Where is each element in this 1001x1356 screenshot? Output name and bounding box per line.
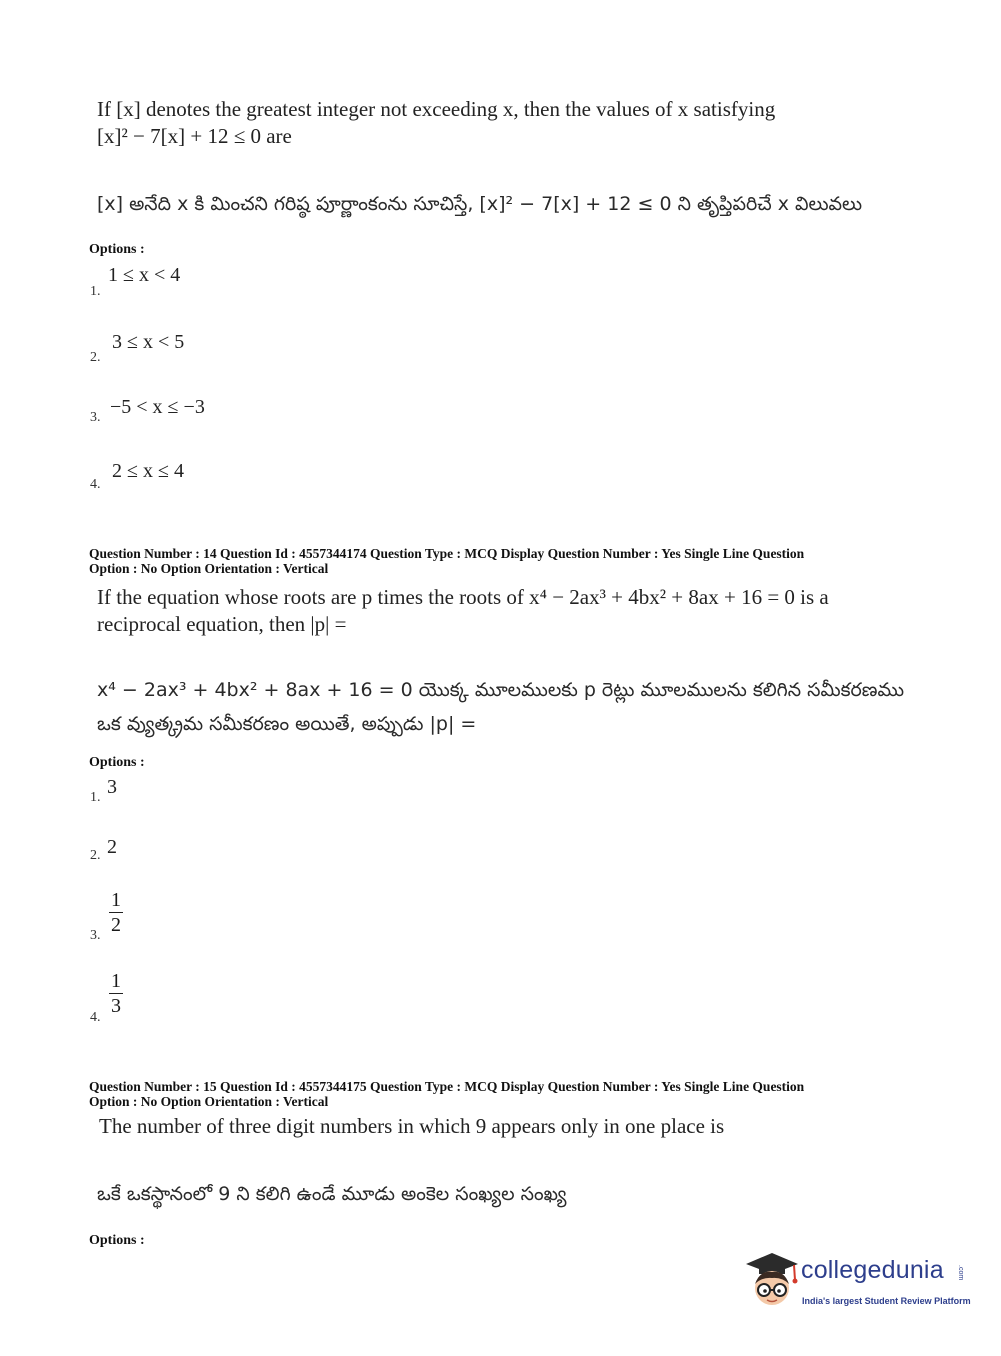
q14-option-3-denominator: 2 xyxy=(111,914,121,936)
q15-text-te: ఒకే ఒకస్థానంలో 9 ని కలిగి ఉండే మూడు అంకెల సంఖ్యల సంఖ్య xyxy=(97,1183,567,1205)
q14-option-3-number: 3. xyxy=(90,928,101,943)
q14-option-2-number: 2. xyxy=(90,848,101,863)
q14-option-3-fraction[interactable] xyxy=(109,889,123,936)
q15-meta-line1: Question Number : 15 Question Id : 4557344175 Question Type : MCQ Display Question Number : Yes Single Line Question xyxy=(89,1079,805,1094)
q13-option-3-value[interactable]: −5 < x ≤ −3 xyxy=(110,396,205,418)
q13-options-label: Options : xyxy=(89,242,145,257)
q14-meta xyxy=(89,546,889,576)
q14-option-3-numerator: 1 xyxy=(111,889,121,911)
q14-option-4-numerator: 1 xyxy=(111,970,121,992)
student-mascot-icon xyxy=(742,1250,800,1310)
q13-text-te: [x] అనేది x కి మించని గరిష్ఠ పూర్ణాంకంను సూచిస్తే, [x]² − 7[x] + 12 ≤ 0 ని తృప్తిపరిచే x విలువలు xyxy=(97,193,863,215)
q13-option-2-number: 2. xyxy=(90,350,101,365)
q14-option-4-denominator: 3 xyxy=(111,995,121,1017)
q14-option-1-number: 1. xyxy=(90,790,101,805)
q13-option-1-number: 1. xyxy=(90,284,101,299)
q13-option-3-number: 3. xyxy=(90,410,101,425)
q13-option-4-number: 4. xyxy=(90,477,101,492)
q13-option-2-value[interactable]: 3 ≤ x < 5 xyxy=(112,331,185,353)
q14-option-1-value[interactable]: 3 xyxy=(107,776,117,798)
q14-text-te-line1: x⁴ − 2ax³ + 4bx² + 8ax + 16 = 0 యొక్క మూలములకు p రెట్లు మూలములను కలిగిన సమీకరణము xyxy=(97,679,905,701)
q14-option-2-value[interactable]: 2 xyxy=(107,836,117,858)
q15-text-en: The number of three digit numbers in which 9 appears only in one place is xyxy=(99,1114,725,1138)
q15-meta xyxy=(89,1079,889,1109)
q14-options-label: Options : xyxy=(89,755,145,770)
q14-meta-line1: Question Number : 14 Question Id : 4557344174 Question Type : MCQ Display Question Number : Yes Single Line Question xyxy=(89,546,805,561)
logo-com-suffix: .com xyxy=(957,1265,964,1281)
q14-text-en-line1: If the equation whose roots are p times the roots of x⁴ − 2ax³ + 4bx² + 8ax + 16 = 0 is a xyxy=(97,585,829,609)
fraction-bar xyxy=(109,912,123,913)
q13-text-en-line2: [x]² − 7[x] + 12 ≤ 0 are xyxy=(97,124,292,148)
logo-tagline: India's largest Student Review Platform xyxy=(802,1296,971,1306)
q13-option-1-value[interactable]: 1 ≤ x < 4 xyxy=(108,264,181,286)
q15-options-label: Options : xyxy=(89,1233,145,1248)
fraction-bar xyxy=(109,993,123,994)
q13-text-en-line1: If [x] denotes the greatest integer not exceeding x, then the values of x satisfying xyxy=(97,97,776,121)
q14-meta-line2: Option : No Option Orientation : Vertical xyxy=(89,561,329,576)
collegedunia-logo[interactable] xyxy=(742,1250,972,1312)
q15-meta-line2: Option : No Option Orientation : Vertical xyxy=(89,1094,329,1109)
q14-option-4-fraction[interactable] xyxy=(109,970,123,1017)
q14-text-en-line2: reciprocal equation, then |p| = xyxy=(97,612,347,636)
q14-text-te-line2: ఒక వ్యుత్క్రమ సమీకరణం అయితే, అప్పుడు |p| = xyxy=(97,713,477,735)
logo-brand-text: collegedunia xyxy=(801,1256,944,1284)
q14-option-4-number: 4. xyxy=(90,1010,101,1025)
q13-option-4-value[interactable]: 2 ≤ x ≤ 4 xyxy=(112,460,184,482)
